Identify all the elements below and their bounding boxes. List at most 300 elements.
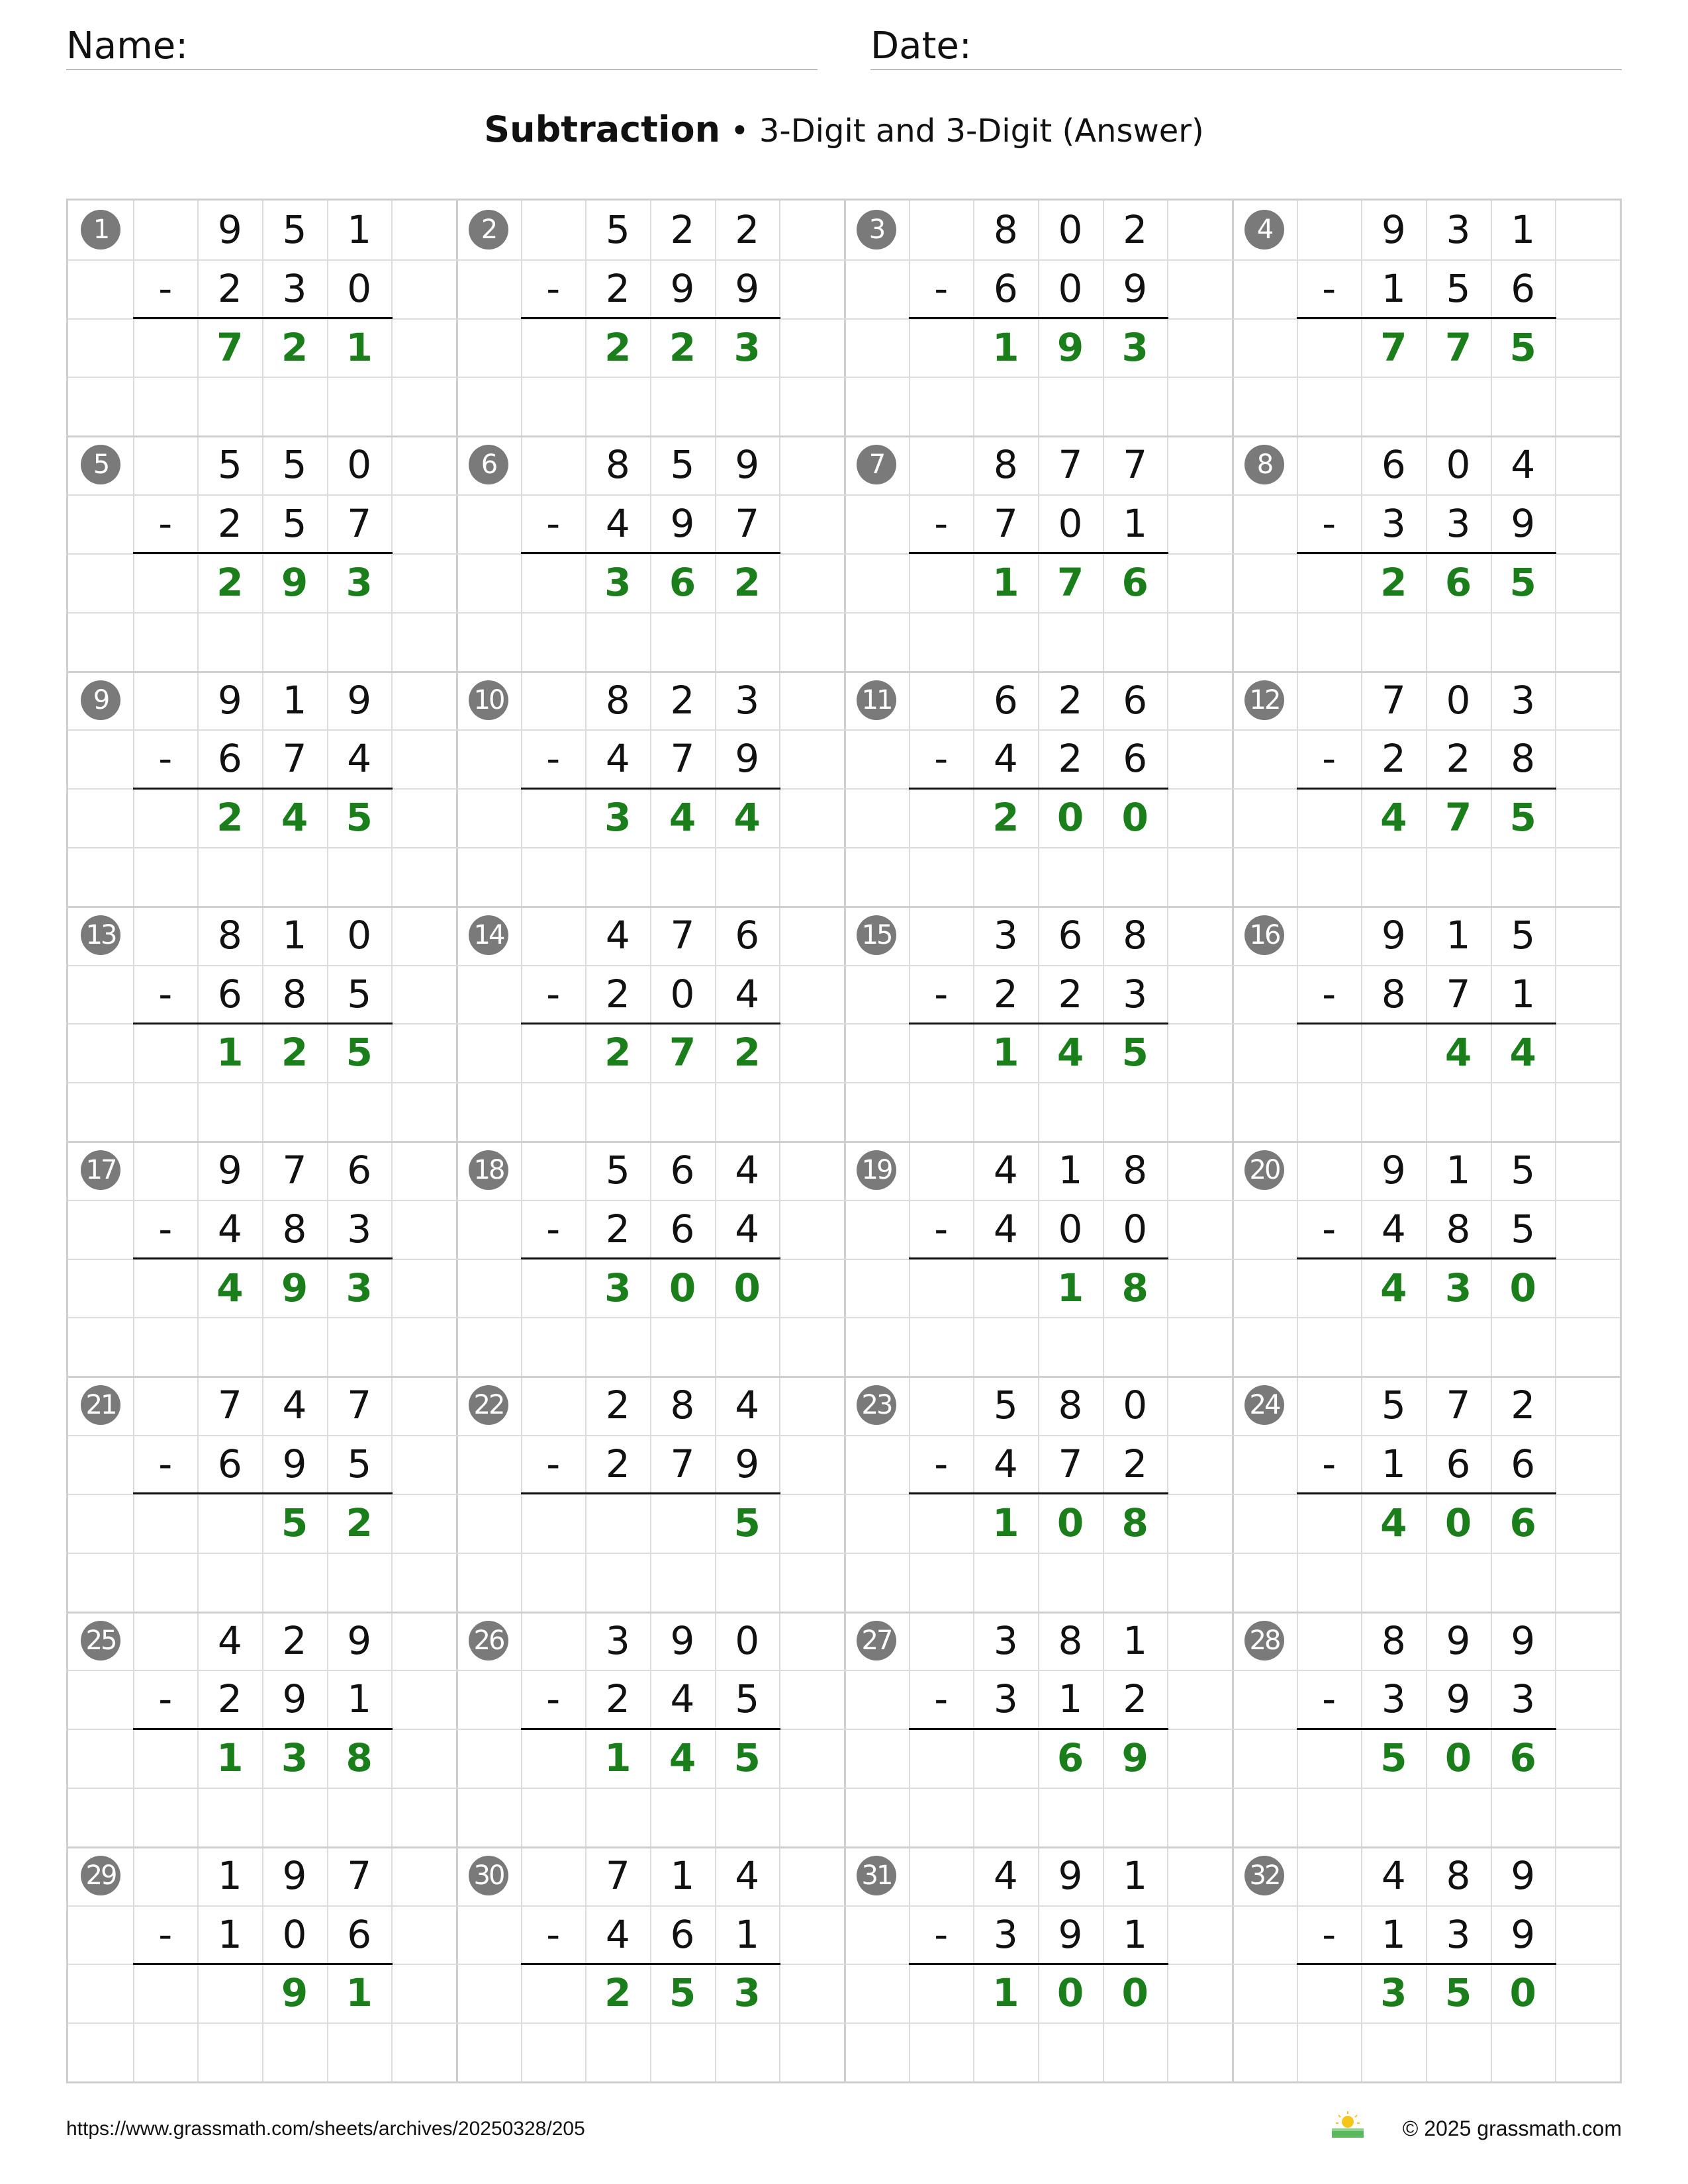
answer-digit: 3 — [1380, 1970, 1407, 2016]
subtrahend-digit: 4 — [605, 501, 630, 547]
subtrahend-digit: 9 — [282, 1441, 307, 1487]
minuend-digit: 2 — [1511, 1383, 1536, 1428]
answer-digit: 2 — [604, 1030, 632, 1075]
problem-number-badge: 20 — [1244, 1150, 1284, 1190]
worksheet-title — [0, 106, 1688, 155]
minuend-digit: 7 — [347, 1383, 372, 1428]
minuend-digit: 7 — [282, 1148, 307, 1193]
answer-digit: 1 — [604, 1735, 632, 1781]
problem-number-badge: 13 — [81, 915, 120, 955]
subtrahend-digit: 2 — [1058, 736, 1083, 782]
minuend-digit: 1 — [1058, 1148, 1083, 1193]
subtrahend-digit: 9 — [282, 1676, 307, 1722]
subtrahend-digit: 8 — [1511, 736, 1536, 782]
minuend-digit: 4 — [1381, 1852, 1406, 1898]
problem-number-badge: 12 — [1244, 680, 1284, 720]
subtrahend-digit: 0 — [1058, 501, 1083, 547]
answer-digit: 8 — [1121, 1500, 1149, 1545]
subtrahend-digit: 1 — [217, 1911, 242, 1957]
answer-digit: 0 — [1056, 795, 1084, 841]
subtrahend-digit: 6 — [1511, 265, 1536, 311]
minuend-digit: 8 — [1381, 1617, 1406, 1663]
date-label: Date: — [870, 24, 972, 68]
minuend-digit: 2 — [605, 1383, 630, 1428]
minus-sign: - — [158, 265, 173, 311]
minus-sign: - — [934, 1206, 949, 1251]
minus-sign: - — [1322, 265, 1336, 311]
minuend-digit: 2 — [1123, 207, 1148, 252]
minuend-digit: 7 — [1381, 677, 1406, 723]
subtrahend-digit: 8 — [282, 1206, 307, 1251]
minuend-digit: 1 — [282, 677, 307, 723]
minuend-digit: 3 — [605, 1617, 630, 1663]
subtrahend-digit: 9 — [735, 736, 760, 782]
minus-sign: - — [934, 1911, 949, 1957]
subtrahend-digit: 8 — [282, 971, 307, 1017]
minuend-digit: 7 — [1123, 442, 1148, 488]
answer-digit: 1 — [992, 1030, 1019, 1075]
answer-digit: 9 — [281, 1970, 308, 2016]
minuend-digit: 9 — [217, 1148, 242, 1193]
minus-sign: - — [158, 1911, 173, 1957]
minus-sign: - — [158, 501, 173, 547]
answer-digit: 2 — [281, 1030, 308, 1075]
subtrahend-digit: 6 — [217, 736, 242, 782]
minuend-digit: 5 — [605, 207, 630, 252]
subtrahend-digit: 6 — [217, 1441, 242, 1487]
answer-digit: 2 — [216, 559, 244, 605]
problem-4 — [1232, 201, 1621, 436]
problem-8 — [1232, 435, 1621, 671]
subtrahend-digit: 8 — [1446, 1206, 1471, 1251]
problem-number-badge: 18 — [469, 1150, 508, 1190]
answer-digit: 4 — [669, 1735, 696, 1781]
subtrahend-digit: 0 — [282, 1911, 307, 1957]
minus-sign: - — [546, 1676, 561, 1722]
answer-digit: 1 — [992, 1500, 1019, 1545]
problem-number-badge: 21 — [81, 1385, 120, 1425]
subtrahend-digit: 1 — [1381, 265, 1406, 311]
subtrahend-digit: 0 — [670, 971, 695, 1017]
minuend-digit: 2 — [1058, 677, 1083, 723]
subtrahend-digit: 7 — [1058, 1441, 1083, 1487]
subtrahend-digit: 6 — [1511, 1441, 1536, 1487]
answer-digit: 0 — [1444, 1500, 1472, 1545]
problem-1 — [68, 201, 457, 436]
answer-digit: 0 — [669, 1265, 696, 1310]
problem-21 — [68, 1376, 457, 1612]
answer-digit: 7 — [1444, 324, 1472, 370]
answer-digit: 0 — [1444, 1735, 1472, 1781]
answer-digit: 5 — [1509, 324, 1536, 370]
minuend-digit: 6 — [993, 677, 1018, 723]
minuend-digit: 8 — [1123, 1148, 1148, 1193]
answer-digit: 4 — [281, 795, 308, 841]
minus-sign: - — [934, 736, 949, 782]
subtrahend-digit: 1 — [735, 1911, 760, 1957]
minuend-digit: 1 — [217, 1852, 242, 1898]
minuend-digit: 9 — [347, 1617, 372, 1663]
minuend-digit: 8 — [1058, 1383, 1083, 1428]
minuend-digit: 4 — [217, 1617, 242, 1663]
subtrahend-digit: 2 — [217, 501, 242, 547]
minuend-digit: 5 — [1381, 1383, 1406, 1428]
problem-number-badge: 5 — [81, 445, 120, 484]
subtrahend-digit: 2 — [217, 265, 242, 311]
problem-number-badge: 2 — [469, 210, 508, 250]
subtrahend-digit: 4 — [605, 736, 630, 782]
problem-number-badge: 15 — [857, 915, 896, 955]
subtrahend-digit: 2 — [993, 971, 1018, 1017]
problem-number-badge: 29 — [81, 1856, 120, 1895]
subtrahend-digit: 2 — [1123, 1676, 1148, 1722]
subtrahend-digit: 3 — [1511, 1676, 1536, 1722]
subtrahend-digit: 5 — [1446, 265, 1471, 311]
minuend-digit: 6 — [735, 912, 760, 958]
minuend-digit: 9 — [1058, 1852, 1083, 1898]
problem-24 — [1232, 1376, 1621, 1612]
answer-digit: 7 — [216, 324, 244, 370]
subtrahend-digit: 6 — [217, 971, 242, 1017]
subtrahend-digit: 2 — [605, 1676, 630, 1722]
subtrahend-digit: 2 — [605, 971, 630, 1017]
minus-sign: - — [934, 971, 949, 1017]
subtrahend-digit: 4 — [605, 1911, 630, 1957]
subtrahend-digit: 3 — [282, 265, 307, 311]
subtrahend-digit: 3 — [1446, 1911, 1471, 1957]
problem-number-badge: 22 — [469, 1385, 508, 1425]
problem-number-badge: 8 — [1244, 445, 1284, 484]
answer-digit: 5 — [1121, 1030, 1149, 1075]
problem-10 — [456, 671, 845, 907]
subtrahend-digit: 5 — [282, 501, 307, 547]
subtrahend-digit: 1 — [1123, 501, 1148, 547]
minus-sign: - — [546, 265, 561, 311]
minuend-digit: 7 — [605, 1852, 630, 1898]
minuend-digit: 6 — [1381, 442, 1406, 488]
subtrahend-digit: 9 — [735, 265, 760, 311]
answer-digit: 6 — [669, 559, 696, 605]
minuend-digit: 4 — [993, 1852, 1018, 1898]
answer-digit: 4 — [733, 795, 761, 841]
subtrahend-digit: 9 — [1123, 265, 1148, 311]
subtrahend-digit: 3 — [993, 1676, 1018, 1722]
problem-2 — [456, 201, 845, 436]
subtrahend-digit: 0 — [1058, 265, 1083, 311]
subtrahend-digit: 1 — [347, 1676, 372, 1722]
problem-grid — [66, 199, 1622, 2083]
subtrahend-digit: 5 — [347, 1441, 372, 1487]
minuend-digit: 9 — [735, 442, 760, 488]
minuend-digit: 3 — [1446, 207, 1471, 252]
answer-digit: 3 — [346, 559, 373, 605]
name-field[interactable] — [66, 24, 818, 70]
subtrahend-digit: 7 — [993, 501, 1018, 547]
answer-digit: 2 — [1380, 559, 1407, 605]
minuend-digit: 0 — [735, 1617, 760, 1663]
subtrahend-digit: 9 — [1511, 1911, 1536, 1957]
answer-digit: 2 — [992, 795, 1019, 841]
minuend-digit: 7 — [217, 1383, 242, 1428]
problem-number-badge: 23 — [857, 1385, 896, 1425]
problem-30 — [456, 1846, 845, 2082]
minuend-digit: 6 — [1058, 912, 1083, 958]
minus-sign: - — [1322, 1676, 1336, 1722]
subtrahend-digit: 3 — [993, 1911, 1018, 1957]
subtrahend-digit: 4 — [993, 736, 1018, 782]
subtrahend-digit: 1 — [1058, 1676, 1083, 1722]
minus-sign: - — [158, 1206, 173, 1251]
answer-digit: 3 — [604, 795, 632, 841]
answer-digit: 0 — [733, 1265, 761, 1310]
minuend-digit: 6 — [670, 1148, 695, 1193]
minuend-digit: 4 — [735, 1383, 760, 1428]
answer-digit: 4 — [1380, 1500, 1407, 1545]
answer-digit: 5 — [1380, 1735, 1407, 1781]
minuend-digit: 1 — [1511, 207, 1536, 252]
answer-digit: 5 — [346, 795, 373, 841]
problem-16 — [1232, 906, 1621, 1142]
answer-digit: 6 — [1509, 1735, 1536, 1781]
minuend-digit: 8 — [605, 442, 630, 488]
subtrahend-digit: 2 — [605, 1206, 630, 1251]
answer-digit: 9 — [281, 1265, 308, 1310]
minuend-digit: 2 — [670, 677, 695, 723]
subtrahend-digit: 1 — [1511, 971, 1536, 1017]
subtrahend-digit: 7 — [670, 1441, 695, 1487]
minuend-digit: 5 — [1511, 912, 1536, 958]
minus-sign: - — [546, 1911, 561, 1957]
minuend-digit: 8 — [993, 442, 1018, 488]
problem-11 — [844, 671, 1233, 907]
answer-digit: 3 — [1121, 324, 1149, 370]
minuend-digit: 4 — [282, 1383, 307, 1428]
minus-sign: - — [546, 501, 561, 547]
minuend-digit: 9 — [217, 207, 242, 252]
problem-number-badge: 24 — [1244, 1385, 1284, 1425]
problem-number-badge: 14 — [469, 915, 508, 955]
answer-digit: 9 — [1121, 1735, 1149, 1781]
minuend-digit: 1 — [347, 207, 372, 252]
subtrahend-digit: 4 — [670, 1676, 695, 1722]
problem-number-badge: 27 — [857, 1621, 896, 1661]
minus-sign: - — [934, 1676, 949, 1722]
problem-27 — [844, 1612, 1233, 1847]
minuend-digit: 5 — [670, 442, 695, 488]
answer-digit: 3 — [733, 324, 761, 370]
answer-digit: 3 — [604, 559, 632, 605]
title-subtitle: • 3-Digit and 3-Digit (Answer) — [720, 113, 1204, 150]
minus-sign: - — [1322, 1911, 1336, 1957]
subtrahend-digit: 1 — [1381, 1441, 1406, 1487]
minuend-digit: 7 — [1058, 442, 1083, 488]
problem-18 — [456, 1141, 845, 1377]
answer-digit: 5 — [281, 1500, 308, 1545]
minuend-digit: 5 — [282, 442, 307, 488]
problem-31 — [844, 1846, 1233, 2082]
footer-copyright: © 2025 grassmath.com — [1402, 2116, 1622, 2140]
minus-sign: - — [546, 1441, 561, 1487]
problem-number-badge: 11 — [857, 680, 896, 720]
minuend-digit: 0 — [347, 442, 372, 488]
problem-13 — [68, 906, 457, 1142]
subtrahend-digit: 4 — [993, 1206, 1018, 1251]
subtrahend-digit: 7 — [1446, 971, 1471, 1017]
problem-19 — [844, 1141, 1233, 1377]
subtrahend-digit: 6 — [670, 1911, 695, 1957]
subtrahend-digit: 4 — [347, 736, 372, 782]
problem-number-badge: 31 — [857, 1856, 896, 1895]
minuend-digit: 1 — [1123, 1617, 1148, 1663]
answer-digit: 0 — [1121, 795, 1149, 841]
subtrahend-digit: 2 — [605, 1441, 630, 1487]
minuend-digit: 4 — [993, 1148, 1018, 1193]
minus-sign: - — [934, 501, 949, 547]
minus-sign: - — [1322, 501, 1336, 547]
answer-digit: 1 — [346, 1970, 373, 2016]
minuend-digit: 8 — [605, 677, 630, 723]
subtrahend-digit: 7 — [735, 501, 760, 547]
subtrahend-digit: 2 — [1446, 736, 1471, 782]
minuend-digit: 1 — [282, 912, 307, 958]
problem-12 — [1232, 671, 1621, 907]
subtrahend-digit: 0 — [1123, 1206, 1148, 1251]
subtrahend-digit: 3 — [1446, 501, 1471, 547]
minus-sign: - — [158, 971, 173, 1017]
minuend-digit: 0 — [1446, 442, 1471, 488]
subtrahend-digit: 4 — [735, 1206, 760, 1251]
answer-digit: 4 — [1056, 1030, 1084, 1075]
subtrahend-digit: 4 — [993, 1441, 1018, 1487]
subtrahend-digit: 2 — [1123, 1441, 1148, 1487]
minuend-digit: 9 — [347, 677, 372, 723]
answer-digit: 4 — [216, 1265, 244, 1310]
answer-digit: 7 — [1380, 324, 1407, 370]
minus-sign: - — [158, 736, 173, 782]
minuend-digit: 5 — [605, 1148, 630, 1193]
answer-digit: 8 — [346, 1735, 373, 1781]
problem-9 — [68, 671, 457, 907]
minuend-digit: 1 — [1123, 1852, 1148, 1898]
minuend-digit: 5 — [993, 1383, 1018, 1428]
minuend-digit: 1 — [1446, 1148, 1471, 1193]
problem-15 — [844, 906, 1233, 1142]
minuend-digit: 9 — [1511, 1617, 1536, 1663]
subtrahend-digit: 8 — [1381, 971, 1406, 1017]
minuend-digit: 8 — [993, 207, 1018, 252]
answer-digit: 2 — [346, 1500, 373, 1545]
answer-digit: 5 — [1509, 559, 1536, 605]
subtrahend-digit: 7 — [347, 501, 372, 547]
subtrahend-digit: 5 — [735, 1676, 760, 1722]
subtrahend-digit: 7 — [670, 736, 695, 782]
minuend-digit: 4 — [1511, 442, 1536, 488]
title-main: Subtraction — [484, 109, 721, 150]
problem-17 — [68, 1141, 457, 1377]
minuend-digit: 1 — [670, 1852, 695, 1898]
problem-32 — [1232, 1846, 1621, 2082]
answer-digit: 6 — [1444, 559, 1472, 605]
minus-sign: - — [934, 1441, 949, 1487]
problem-7 — [844, 435, 1233, 671]
problem-25 — [68, 1612, 457, 1847]
name-label: Name: — [66, 24, 189, 68]
minuend-digit: 0 — [1446, 677, 1471, 723]
problem-20 — [1232, 1141, 1621, 1377]
answer-digit: 7 — [1444, 795, 1472, 841]
subtrahend-digit: 2 — [1058, 971, 1083, 1017]
minuend-digit: 4 — [735, 1148, 760, 1193]
subtrahend-digit: 4 — [1381, 1206, 1406, 1251]
subtrahend-digit: 2 — [217, 1676, 242, 1722]
subtrahend-digit: 7 — [282, 736, 307, 782]
problem-28 — [1232, 1612, 1621, 1847]
minuend-digit: 0 — [347, 912, 372, 958]
problem-number-badge: 1 — [81, 210, 120, 250]
answer-digit: 3 — [1444, 1265, 1472, 1310]
subtrahend-digit: 0 — [347, 265, 372, 311]
problem-number-badge: 6 — [469, 445, 508, 484]
minus-sign: - — [546, 971, 561, 1017]
answer-digit: 6 — [1056, 1735, 1084, 1781]
subtrahend-digit: 1 — [1381, 1911, 1406, 1957]
answer-digit: 2 — [604, 324, 632, 370]
minus-sign: - — [158, 1441, 173, 1487]
problem-3 — [844, 201, 1233, 436]
minuend-digit: 5 — [217, 442, 242, 488]
answer-digit: 6 — [1509, 1500, 1536, 1545]
subtrahend-digit: 3 — [1123, 971, 1148, 1017]
minuend-digit: 6 — [347, 1148, 372, 1193]
answer-digit: 3 — [346, 1265, 373, 1310]
answer-digit: 2 — [733, 559, 761, 605]
answer-digit: 5 — [669, 1970, 696, 2016]
subtrahend-digit: 6 — [1446, 1441, 1471, 1487]
answer-digit: 0 — [1509, 1970, 1536, 2016]
answer-digit: 3 — [604, 1265, 632, 1310]
problem-29 — [68, 1846, 457, 2082]
minuend-digit: 0 — [1058, 207, 1083, 252]
minuend-digit: 9 — [1381, 207, 1406, 252]
minuend-digit: 1 — [1446, 912, 1471, 958]
subtrahend-digit: 9 — [670, 501, 695, 547]
minus-sign: - — [546, 736, 561, 782]
answer-digit: 4 — [1509, 1030, 1536, 1075]
problem-number-badge: 10 — [469, 680, 508, 720]
minuend-digit: 3 — [993, 1617, 1018, 1663]
subtrahend-digit: 3 — [1381, 1676, 1406, 1722]
answer-digit: 1 — [992, 559, 1019, 605]
problem-number-badge: 3 — [857, 210, 896, 250]
answer-digit: 3 — [281, 1735, 308, 1781]
problem-number-badge: 7 — [857, 445, 896, 484]
answer-digit: 0 — [1056, 1500, 1084, 1545]
minuend-digit: 8 — [670, 1383, 695, 1428]
minuend-digit: 4 — [605, 912, 630, 958]
answer-digit: 2 — [604, 1970, 632, 2016]
subtrahend-digit: 9 — [1511, 501, 1536, 547]
answer-digit: 8 — [1121, 1265, 1149, 1310]
subtrahend-digit: 9 — [1058, 1911, 1083, 1957]
minuend-digit: 9 — [1511, 1852, 1536, 1898]
problem-number-badge: 4 — [1244, 210, 1284, 250]
minuend-digit: 4 — [735, 1852, 760, 1898]
problem-number-badge: 25 — [81, 1621, 120, 1661]
date-field[interactable] — [870, 24, 1622, 70]
minus-sign: - — [934, 265, 949, 311]
problem-14 — [456, 906, 845, 1142]
subtrahend-digit: 6 — [347, 1911, 372, 1957]
